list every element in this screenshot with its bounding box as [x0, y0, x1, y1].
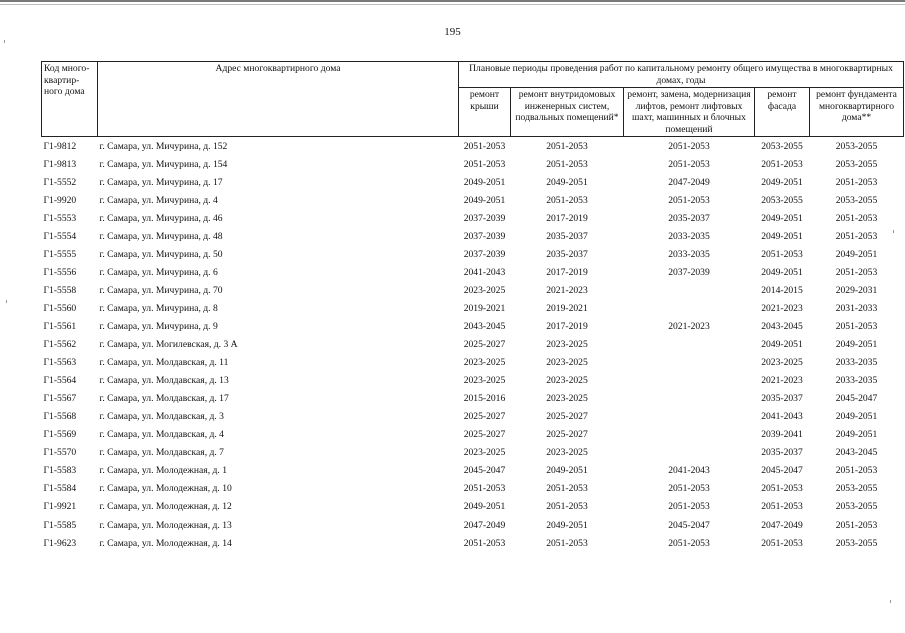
cell-address: г. Самара, ул. Молдавская, д. 3 [99, 411, 224, 423]
cell-facade: 2035-2037 [761, 447, 803, 459]
cell-code: Г1-5555 [43, 248, 77, 260]
cell-code: Г1-5584 [43, 483, 77, 495]
cell-roof: 2023-2025 [463, 375, 506, 387]
cell-roof: 2049-2051 [463, 194, 506, 206]
cell-lifts: 2033-2035 [668, 230, 710, 242]
scan-speck [4, 40, 5, 43]
cell-address: г. Самара, ул. Молдавская, д. 7 [99, 447, 224, 459]
capital-repair-table [41, 61, 904, 552]
header-engineering: ремонт внутридомовых инженерных систем, подвальных помещений* [511, 88, 624, 137]
cell-code: Г1-5560 [43, 302, 77, 314]
table-row [42, 137, 904, 156]
cell-code: Г1-5570 [43, 447, 77, 459]
header-lifts: ремонт, замена, модернизация лифтов, ремонт лифтовых шахт, машинных и блочных помещений [624, 88, 755, 137]
cell-code: Г1-5563 [43, 357, 77, 369]
cell-engineering: 2023-2025 [546, 339, 588, 351]
cell-code: Г1-5558 [43, 284, 77, 296]
table-row [42, 336, 904, 354]
cell-foundation: 2053-2055 [835, 140, 878, 152]
cell-foundation: 2053-2055 [835, 194, 878, 206]
cell-facade: 2021-2023 [761, 375, 803, 387]
top-scan-edge-faint [0, 4, 905, 5]
cell-facade: 2014-2015 [761, 284, 803, 296]
cell-facade: 2049-2051 [761, 212, 803, 224]
cell-roof: 2023-2025 [463, 284, 506, 296]
cell-lifts [624, 336, 755, 354]
cell-engineering: 2035-2037 [546, 248, 588, 260]
table-row [42, 498, 904, 516]
cell-lifts: 2033-2035 [668, 248, 710, 260]
cell-code: Г1-9813 [43, 158, 77, 170]
cell-roof: 2049-2051 [463, 176, 506, 188]
table-row [42, 209, 904, 227]
cell-code: Г1-9921 [43, 501, 77, 513]
cell-code: Г1-5585 [43, 519, 77, 531]
table-row [42, 227, 904, 245]
header-code: Код много-квартир-ного дома [42, 62, 98, 137]
cell-address: г. Самара, ул. Мичурина, д. 48 [99, 230, 223, 242]
cell-lifts [624, 372, 755, 390]
cell-code: Г1-5556 [43, 266, 77, 278]
cell-facade: 2047-2049 [761, 519, 803, 531]
cell-engineering: 2049-2051 [546, 465, 588, 477]
cell-code: Г1-5553 [43, 212, 77, 224]
cell-address: г. Самара, ул. Мичурина, д. 6 [99, 266, 218, 278]
cell-facade: 2049-2051 [761, 339, 803, 351]
table-row [42, 516, 904, 534]
cell-foundation: 2051-2053 [835, 266, 878, 278]
cell-roof: 2051-2053 [463, 158, 506, 170]
cell-foundation: 2051-2053 [835, 230, 878, 242]
header-facade: ремонт фасада [755, 88, 810, 137]
cell-code: Г1-9623 [43, 537, 77, 549]
cell-engineering: 2051-2053 [546, 501, 588, 513]
cell-roof: 2025-2027 [463, 429, 506, 441]
cell-foundation: 2053-2055 [835, 158, 878, 170]
cell-facade: 2043-2045 [761, 320, 803, 332]
table-row [42, 426, 904, 444]
header-row-top [42, 62, 904, 88]
cell-roof: 2049-2051 [463, 501, 506, 513]
cell-facade: 2035-2037 [761, 393, 803, 405]
table-row [42, 281, 904, 299]
cell-code: Г1-5567 [43, 393, 77, 405]
cell-lifts [624, 444, 755, 462]
cell-engineering: 2017-2019 [546, 266, 588, 278]
table-row [42, 299, 904, 317]
cell-roof: 2037-2039 [463, 212, 506, 224]
cell-foundation: 2029-2031 [835, 284, 878, 296]
cell-address: г. Самара, ул. Мичурина, д. 4 [99, 194, 218, 206]
cell-foundation: 2049-2051 [835, 339, 878, 351]
cell-address: г. Самара, ул. Молдавская, д. 17 [99, 393, 229, 405]
cell-engineering: 2051-2053 [546, 483, 588, 495]
cell-code: Г1-5552 [43, 176, 77, 188]
cell-code: Г1-5562 [43, 339, 77, 351]
cell-roof: 2051-2053 [463, 483, 506, 495]
table-row [42, 390, 904, 408]
cell-foundation: 2051-2053 [835, 320, 878, 332]
cell-facade: 2049-2051 [761, 266, 803, 278]
cell-facade: 2039-2041 [761, 429, 803, 441]
cell-roof: 2023-2025 [463, 447, 506, 459]
cell-address: г. Самара, ул. Мичурина, д. 154 [99, 158, 228, 170]
table-row [42, 354, 904, 372]
cell-roof: 2041-2043 [463, 266, 506, 278]
cell-facade: 2045-2047 [761, 465, 803, 477]
cell-lifts [624, 390, 755, 408]
cell-foundation: 2043-2045 [835, 447, 878, 459]
cell-roof: 2023-2025 [463, 357, 506, 369]
cell-facade: 2023-2025 [761, 357, 803, 369]
table-row [42, 155, 904, 173]
cell-lifts [624, 408, 755, 426]
cell-engineering: 2051-2053 [546, 537, 588, 549]
cell-lifts: 2051-2053 [668, 537, 710, 549]
table-row [42, 408, 904, 426]
cell-facade: 2049-2051 [761, 230, 803, 242]
cell-foundation: 2053-2055 [835, 501, 878, 513]
cell-code: Г1-5561 [43, 320, 77, 332]
cell-foundation: 2051-2053 [835, 465, 878, 477]
cell-address: г. Самара, ул. Молодежная, д. 1 [99, 465, 227, 477]
table-row [42, 191, 904, 209]
cell-foundation: 2051-2053 [835, 519, 878, 531]
cell-address: г. Самара, ул. Могилевская, д. 3 А [99, 339, 238, 351]
table-row [42, 534, 904, 552]
cell-code: Г1-9812 [43, 140, 77, 152]
cell-roof: 2025-2027 [463, 411, 506, 423]
cell-address: г. Самара, ул. Мичурина, д. 70 [99, 284, 223, 296]
cell-roof: 2043-2045 [463, 320, 506, 332]
cell-roof: 2051-2053 [463, 140, 506, 152]
cell-engineering: 2017-2019 [546, 212, 588, 224]
cell-address: г. Самара, ул. Молдавская, д. 11 [99, 357, 229, 369]
cell-address: г. Самара, ул. Мичурина, д. 8 [99, 302, 218, 314]
cell-roof: 2045-2047 [463, 465, 506, 477]
cell-engineering: 2025-2027 [546, 411, 588, 423]
cell-engineering: 2051-2053 [546, 140, 588, 152]
header-address: Адрес многоквартирного дома [98, 62, 459, 137]
cell-code: Г1-5583 [43, 465, 77, 477]
cell-address: г. Самара, ул. Мичурина, д. 17 [99, 176, 223, 188]
cell-roof: 2025-2027 [463, 339, 506, 351]
cell-facade: 2051-2053 [761, 248, 803, 260]
cell-address: г. Самара, ул. Молдавская, д. 4 [99, 429, 224, 441]
cell-foundation: 2049-2051 [835, 411, 878, 423]
cell-lifts: 2051-2053 [668, 140, 710, 152]
cell-foundation: 2031-2033 [835, 302, 878, 314]
cell-address: г. Самара, ул. Молдавская, д. 13 [99, 375, 229, 387]
table-row [42, 372, 904, 390]
page-number: 195 [444, 26, 461, 38]
cell-facade: 2051-2053 [761, 537, 803, 549]
cell-code: Г1-5554 [43, 230, 77, 242]
cell-lifts: 2051-2053 [668, 158, 710, 170]
scan-speck [893, 230, 894, 233]
cell-engineering: 2035-2037 [546, 230, 588, 242]
cell-engineering: 2023-2025 [546, 393, 588, 405]
cell-facade: 2049-2051 [761, 176, 803, 188]
cell-foundation: 2053-2055 [835, 483, 878, 495]
cell-lifts: 2047-2049 [668, 176, 710, 188]
cell-lifts: 2021-2023 [668, 320, 710, 332]
cell-engineering: 2017-2019 [546, 320, 588, 332]
cell-roof: 2015-2016 [463, 393, 506, 405]
cell-engineering: 2021-2023 [546, 284, 588, 296]
cell-address: г. Самара, ул. Молодежная, д. 12 [99, 501, 232, 513]
header-roof: ремонт крыши [459, 88, 511, 137]
cell-engineering: 2025-2027 [546, 429, 588, 441]
cell-engineering: 2019-2021 [546, 302, 588, 314]
cell-foundation: 2045-2047 [835, 393, 878, 405]
cell-engineering: 2051-2053 [546, 194, 588, 206]
cell-code: Г1-5568 [43, 411, 77, 423]
cell-roof: 2037-2039 [463, 230, 506, 242]
cell-facade: 2021-2023 [761, 302, 803, 314]
cell-engineering: 2023-2025 [546, 357, 588, 369]
cell-address: г. Самара, ул. Молодежная, д. 10 [99, 483, 232, 495]
cell-facade: 2053-2055 [761, 140, 803, 152]
cell-lifts [624, 426, 755, 444]
cell-lifts [624, 281, 755, 299]
cell-address: г. Самара, ул. Мичурина, д. 152 [99, 140, 228, 152]
table-row [42, 480, 904, 498]
cell-address: г. Самара, ул. Мичурина, д. 46 [99, 212, 223, 224]
cell-engineering: 2023-2025 [546, 447, 588, 459]
cell-code: Г1-5569 [43, 429, 77, 441]
cell-engineering: 2051-2053 [546, 158, 588, 170]
table-row [42, 245, 904, 263]
cell-lifts: 2037-2039 [668, 266, 710, 278]
cell-foundation: 2049-2051 [835, 248, 878, 260]
cell-facade: 2053-2055 [761, 194, 803, 206]
cell-address: г. Самара, ул. Мичурина, д. 9 [99, 320, 218, 332]
cell-lifts: 2051-2053 [668, 483, 710, 495]
cell-foundation: 2049-2051 [835, 429, 878, 441]
cell-roof: 2047-2049 [463, 519, 506, 531]
header-foundation: ремонт фундамента многоквартирного дома** [810, 88, 904, 137]
cell-lifts [624, 299, 755, 317]
cell-engineering: 2023-2025 [546, 375, 588, 387]
cell-facade: 2051-2053 [761, 501, 803, 513]
cell-lifts: 2041-2043 [668, 465, 710, 477]
cell-lifts: 2045-2047 [668, 519, 710, 531]
scan-speck [6, 300, 7, 303]
cell-engineering: 2049-2051 [546, 176, 588, 188]
table-body [42, 137, 904, 553]
cell-code: Г1-9920 [43, 194, 77, 206]
cell-facade: 2051-2053 [761, 483, 803, 495]
cell-address: г. Самара, ул. Молодежная, д. 13 [99, 519, 232, 531]
scan-speck [890, 600, 891, 603]
header-periods: Плановые периоды проведения работ по капитальному ремонту общего имущества в многоквартирных домах, годы [459, 62, 904, 88]
cell-foundation: 2053-2055 [835, 537, 878, 549]
table-row [42, 444, 904, 462]
cell-address: г. Самара, ул. Молодежная, д. 14 [99, 537, 232, 549]
top-scan-edge [0, 0, 905, 2]
cell-address: г. Самара, ул. Мичурина, д. 50 [99, 248, 223, 260]
cell-roof: 2019-2021 [463, 302, 506, 314]
cell-engineering: 2049-2051 [546, 519, 588, 531]
table-row [42, 317, 904, 335]
cell-code: Г1-5564 [43, 375, 77, 387]
cell-roof: 2051-2053 [463, 537, 506, 549]
table-row [42, 462, 904, 480]
cell-lifts: 2051-2053 [668, 194, 710, 206]
cell-foundation: 2051-2053 [835, 212, 878, 224]
cell-foundation: 2051-2053 [835, 176, 878, 188]
cell-facade: 2041-2043 [761, 411, 803, 423]
cell-foundation: 2033-2035 [835, 375, 878, 387]
table-row [42, 173, 904, 191]
cell-foundation: 2033-2035 [835, 357, 878, 369]
cell-facade: 2051-2053 [761, 158, 803, 170]
cell-lifts [624, 354, 755, 372]
cell-lifts: 2051-2053 [668, 501, 710, 513]
cell-roof: 2037-2039 [463, 248, 506, 260]
table-row [42, 263, 904, 281]
cell-lifts: 2035-2037 [668, 212, 710, 224]
